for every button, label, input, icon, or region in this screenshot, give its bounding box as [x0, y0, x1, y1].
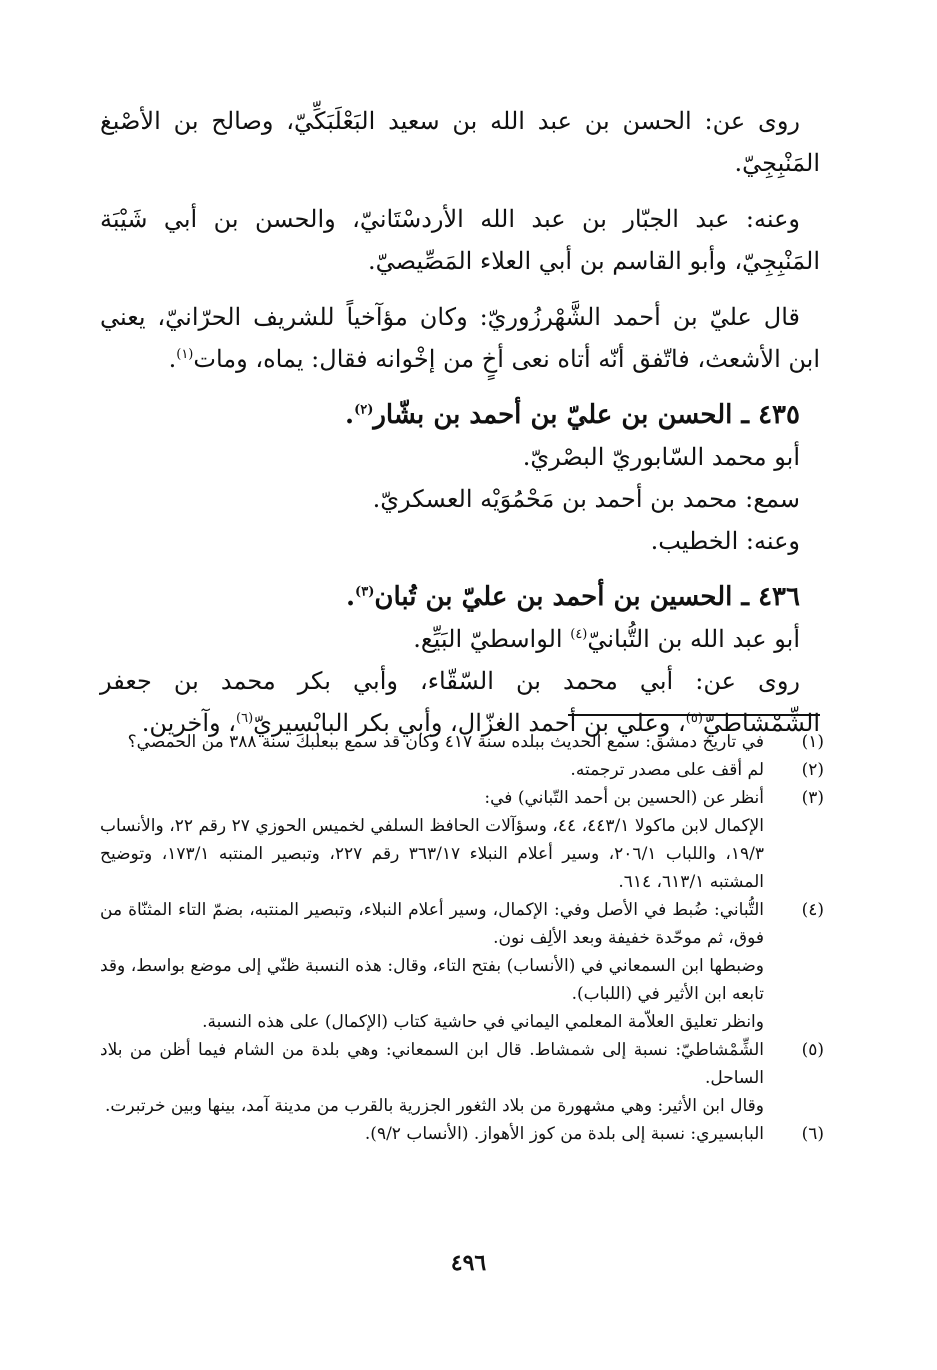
footnote-number: (٣): [801, 788, 824, 808]
footnote-number: (٦): [801, 1124, 824, 1144]
entry-heading-435: ٤٣٥ ـ الحسن بن عليّ بن أحمد بن بشّار$^{(٢)}$.: [345, 400, 800, 430]
footnote-number: (٢): [801, 760, 824, 780]
entry-435-line: وعنه: الخطيب.: [650, 527, 800, 555]
footnote-number: (٤): [801, 900, 824, 920]
footnote-body: [100, 784, 764, 896]
footnote-text: التُّباني: ضُبط في الأصل وفي: الإكمال، وسير أعلام النبلاء، وتبصير المنتبه، بضمّ التاء المثنّاة من فوق، ثم موحّدة خفيفة وبعد الألِف نون.: [100, 900, 764, 948]
entry-title-text: ٤٣٥ ـ الحسن بن عليّ بن أحمد بن بشّار: [373, 400, 800, 430]
footnote-ref: (١): [176, 347, 194, 362]
footnote-ref: (٤): [570, 627, 588, 642]
entry-436-paragraph: روى عن: أبي محمد بن السّقّاء، وأبي بكر محمد بن جعفر الشِّمْشاطيّ$^{(٥)}$، وعلي بن أحمد الغزّال، وأبي بكر البابْسِيريّ$^{(٦)}$، وآخرين.: [100, 667, 820, 737]
footnote-number: (٥): [801, 1040, 824, 1060]
footnote-body: [100, 896, 764, 1036]
footnote-number: (١): [801, 732, 824, 752]
entry-title-text: ٤٣٦ ـ الحسين بن أحمد بن عليّ بن تُبان: [374, 582, 800, 612]
footnote-ref: (٦): [236, 711, 254, 726]
footnote-divider: [568, 714, 820, 716]
footnote: [100, 1036, 824, 1120]
footnote: [100, 1120, 824, 1148]
footnote-text: وقال ابن الأثير: وهي مشهورة من بلاد الثغور الجزرية بالقرب من مدينة آمد، بينها وبين خرتبرت.: [104, 1096, 764, 1116]
footnote-text: أنظر عن (الحسين بن أحمد التّباني) في:: [484, 788, 764, 808]
paragraph-quote: قال عليّ بن أحمد الشَّهْرزُوريّ: وكان مؤآخياً للشريف الحرّانيّ، يعني ابن الأشعث، فاتّفق أنّه أتاه نعى أخٍ من إخْوانه فقال: يماه، ومات$^{(١)}$.: [100, 303, 820, 373]
footnote-ref: (٣): [355, 584, 375, 600]
footnote: [100, 784, 824, 896]
entry-435-line: سمع: محمد بن أحمد بن مَحْمُوَيْه العسكريّ.: [372, 485, 800, 513]
footnote-text: الشِّمْشاطيّ: نسبة إلى شمشاط. قال ابن السمعاني: وهي بلدة من الشام فيما أظن من بلاد الساحل.: [100, 1040, 764, 1088]
footnote: [100, 896, 824, 1036]
footnote-text: لم أقف على مصدر ترجمته.: [570, 760, 764, 780]
entry-435-line: أبو محمد السّابوريّ البصْريّ.: [522, 443, 800, 471]
entry-heading-436: ٤٣٦ ـ الحسين بن أحمد بن عليّ بن تُبان$^{(٣)}$.: [345, 582, 800, 612]
quote-text: قال عليّ بن أحمد الشَّهْرزُوريّ: وكان مؤآخياً للشريف الحرّانيّ، يعني ابن الأشعث، فاتّفق أنّه أتاه نعى أخٍ من إخْوانه فقال: يماه، ومات: [100, 303, 820, 373]
footnote-body: [100, 756, 764, 784]
footnote-ref: (٥): [685, 711, 703, 726]
footnote-body: [100, 1036, 764, 1120]
footnote-text: وانظر تعليق العلاّمة المعلمي اليماني في حاشية كتاب (الإكمال) على هذه النسبة.: [202, 1012, 764, 1032]
footnote-ref: (٢): [354, 402, 374, 418]
footnote-text: في تاريخ دمشق: سمع الحديث ببلده سنة ٤١٧ وكان قد سمع ببعلبك سنة ٣٨٨ من الحمصي؟: [127, 732, 764, 752]
footnote-text: البابسيري: نسبة إلى بلدة من كوز الأهواز. (الأنساب ٩/٢).: [364, 1124, 764, 1144]
footnote-body: [100, 728, 764, 756]
page-number: ٤٩٦: [450, 1250, 487, 1276]
paragraph-students: وعنه: عبد الجبّار بن عبد الله الأردسْتَانيّ، والحسن بن أبي شَيْبَة المَنْبِجِيّ، وأبو القاسم بن أبي العلاء المَصِّيصيّ.: [100, 205, 820, 275]
entry-436-line: أبو عبد الله بن التُّبانيّ$^{(٤)}$ الواسطيّ البَيِّع.: [413, 625, 800, 653]
footnote-text: وضبطها ابن السمعاني في (الأنساب) بفتح التاء، وقال: هذه النسبة ظنّي إلى موضع بواسط، وقد تابعه ابن الأثير في (اللباب).: [100, 956, 764, 1004]
paragraph-narrated-from: روى عن: الحسن بن عبد الله بن سعيد البَعْلَبَكِّيّ، وصالح بن الأصْبغ المَنْبِجِيّ.: [100, 107, 820, 177]
footnote: [100, 756, 824, 784]
footnote-body: [100, 1120, 764, 1148]
footnote-text: الإكمال لابن ماكولا ٤٤٣/١، ٤٤، وسؤآلات الحافظ السلفي لخميس الحوزي ٢٧ رقم ٢٢، والأنساب ١٩/٣، واللباب ٢٠٦/١، وسير أعلام النبلاء ٣٦٣/١٧ رقم ٢٢٧، وتبصير المنتبه ١٧٣/١، وتوضيح المشتبه ٦١٣/١، ٦١٤.: [100, 816, 764, 892]
footnotes: [100, 728, 824, 1148]
main-text: [100, 100, 820, 744]
footnote: [100, 728, 824, 756]
